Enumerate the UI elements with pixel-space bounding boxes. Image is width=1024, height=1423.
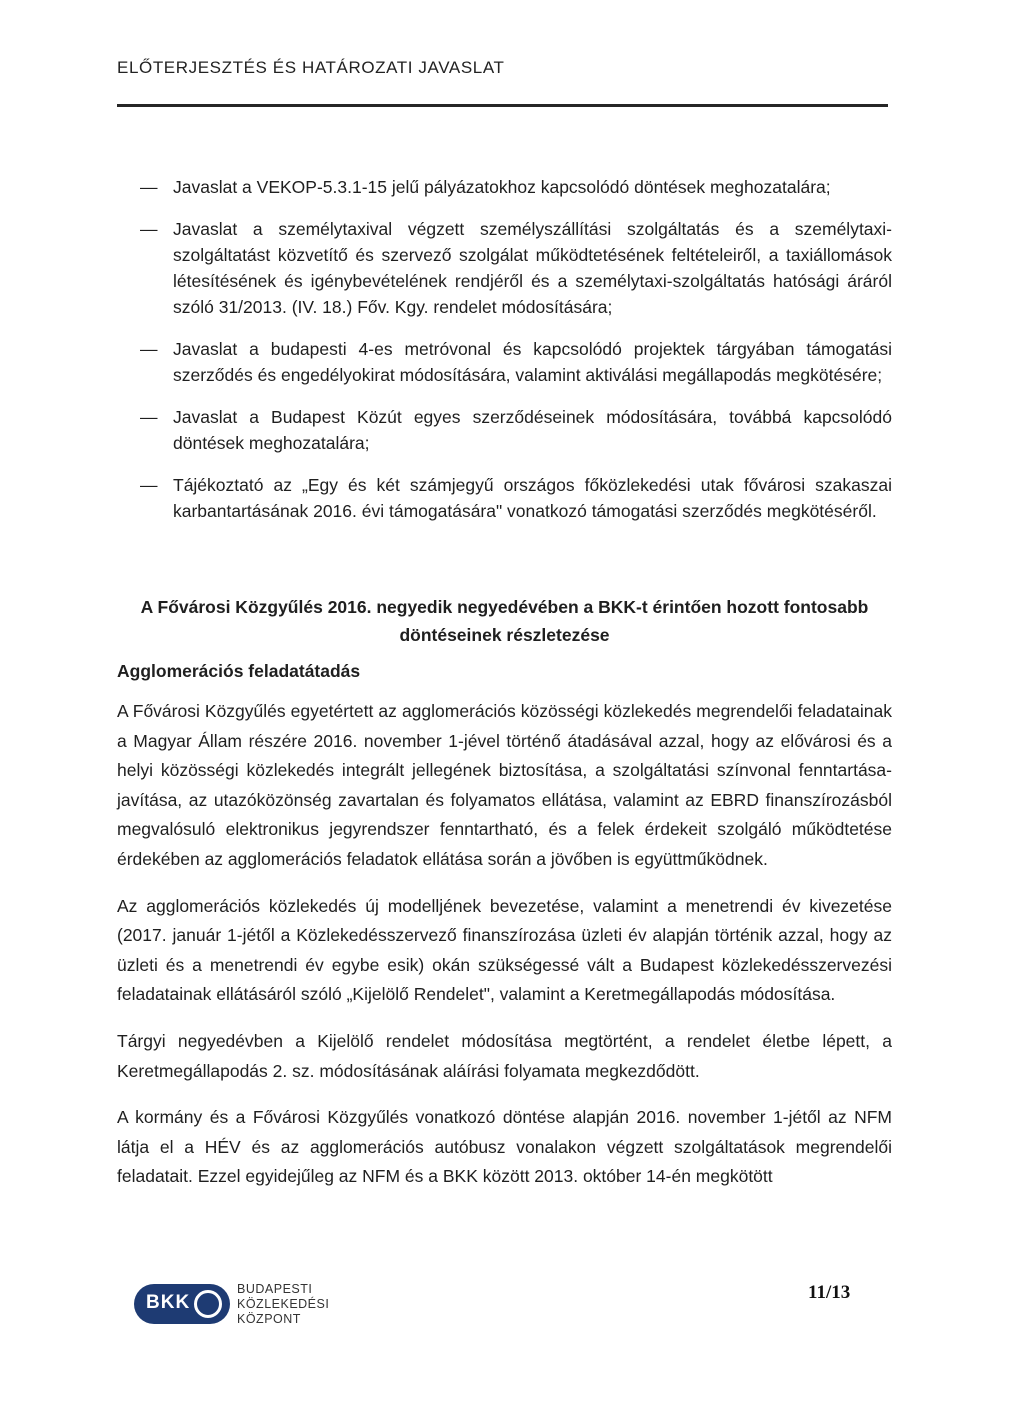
- section-heading: A Fővárosi Közgyűlés 2016. negyedik negyedévében a BKK-t érintően hozott fontosabb döntéseinek részletezése: [140, 597, 869, 645]
- list-item: [140, 336, 892, 388]
- bkk-logo: [134, 1266, 394, 1350]
- list-item: [140, 404, 892, 456]
- paragraph: Tárgyi negyedévben a Kijelölő rendelet módosítása megtörtént, a rendelet életbe lépett, a Keretmegállapodás 2. sz. módosításának aláírási folyamata megkezdődött.: [117, 1030, 892, 1081]
- header-rule: [117, 104, 888, 107]
- bullet-dash: —: [140, 177, 158, 197]
- paragraph: A kormány és a Fővárosi Közgyűlés vonatkozó döntése alapján 2016. november 1-jétől az NFM látja el a HÉV és az agglomerációs autóbusz vonalakon végzett szolgáltatások megrendelői feladatait. Ezzel egyidejűleg az NFM és a BKK között 2013. október 14-én megkötött: [117, 1107, 892, 1187]
- sub-heading: Agglomerációs feladatátadás: [117, 661, 361, 681]
- list-item: [140, 472, 892, 524]
- bullet-dash: —: [140, 219, 158, 239]
- list-item-text: Javaslat a VEKOP-5.3.1-15 jelű pályázatokhoz kapcsolódó döntések meghozatalára;: [173, 177, 831, 197]
- list-item-text: Tájékoztató az „Egy és két számjegyű országos főközlekedési utak fővárosi szakaszai karbantartásának 2016. évi támogatására" vonatkozó támogatási szerződés megkötéséről.: [173, 475, 892, 521]
- organization-name-line: KÖZLEKEDÉSI: [237, 1297, 330, 1311]
- document-header-title: ELŐTERJESZTÉS ÉS HATÁROZATI JAVASLAT: [117, 58, 505, 77]
- list-item: [140, 216, 892, 320]
- organization-name-line: KÖZPONT: [237, 1312, 301, 1326]
- body-text: [117, 697, 892, 1209]
- logo-ring-icon: [194, 1290, 222, 1318]
- bullet-dash: —: [140, 475, 158, 495]
- bkk-logo-text: BKK: [146, 1292, 191, 1313]
- bullet-list: [140, 174, 892, 540]
- list-item-text: Javaslat a budapesti 4-es metróvonal és kapcsolódó projektek tárgyában támogatási szerződés és engedélyokirat módosítására, valamint aktiválási megállapodás megkötésére;: [173, 339, 892, 385]
- paragraph: Az agglomerációs közlekedés új modelljének bevezetése, valamint a menetrendi év kivezetése (2017. január 1-jétől a Közlekedésszervező finanszírozása üzleti év alapján történik azzal, hogy az üzleti és a menetrendi év egybe esik) okán szükségessé vált a Budapest közlekedésszervezési feladatainak ellátásáról szóló „Kijelölő Rendelet", valamint a Keretmegállapodás módosítása.: [117, 895, 892, 1005]
- organization-name-line: BUDAPESTI: [237, 1282, 313, 1296]
- paragraph: A Fővárosi Közgyűlés egyetértett az agglomerációs közösségi közlekedés megrendelői feladatainak a Magyar Állam részére 2016. november 1-jével történő átadásával azzal, hogy az elővárosi és a helyi közösségi közlekedés integrált jellegének biztosítása, a szolgáltatási színvonal fenntartása-javítása, az utazóközönség zavartalan és folyamatos ellátása, valamint az EBRD finanszírozásból megvalósuló elektronikus jegyrendszer fenntartható, és a felek érdekeit szolgáló működtetése érdekében az agglomerációs feladatok ellátása során a jövőben is együttműködnek.: [117, 701, 892, 869]
- bkk-logo-badge: [134, 1284, 230, 1324]
- bullet-dash: —: [140, 407, 158, 427]
- list-item-text: Javaslat a személytaxival végzett személyszállítási szolgáltatás és a személytaxi-szolgáltatást közvetítő és szervező szolgálat működtetésének feltételeiről, a taxiállomások létesítésének és igénybevételének rendjéről és a személytaxi-szolgáltatás hatósági áráról szóló 31/2013. (IV. 18.) Főv. Kgy. rendelet módosítására;: [173, 219, 892, 317]
- page-number: 11/13: [808, 1282, 851, 1303]
- bullet-dash: —: [140, 339, 158, 359]
- organization-name: [237, 1282, 329, 1327]
- list-item: [140, 174, 892, 200]
- list-item-text: Javaslat a Budapest Közút egyes szerződéseinek módosítására, továbbá kapcsolódó döntések meghozatalára;: [173, 407, 892, 453]
